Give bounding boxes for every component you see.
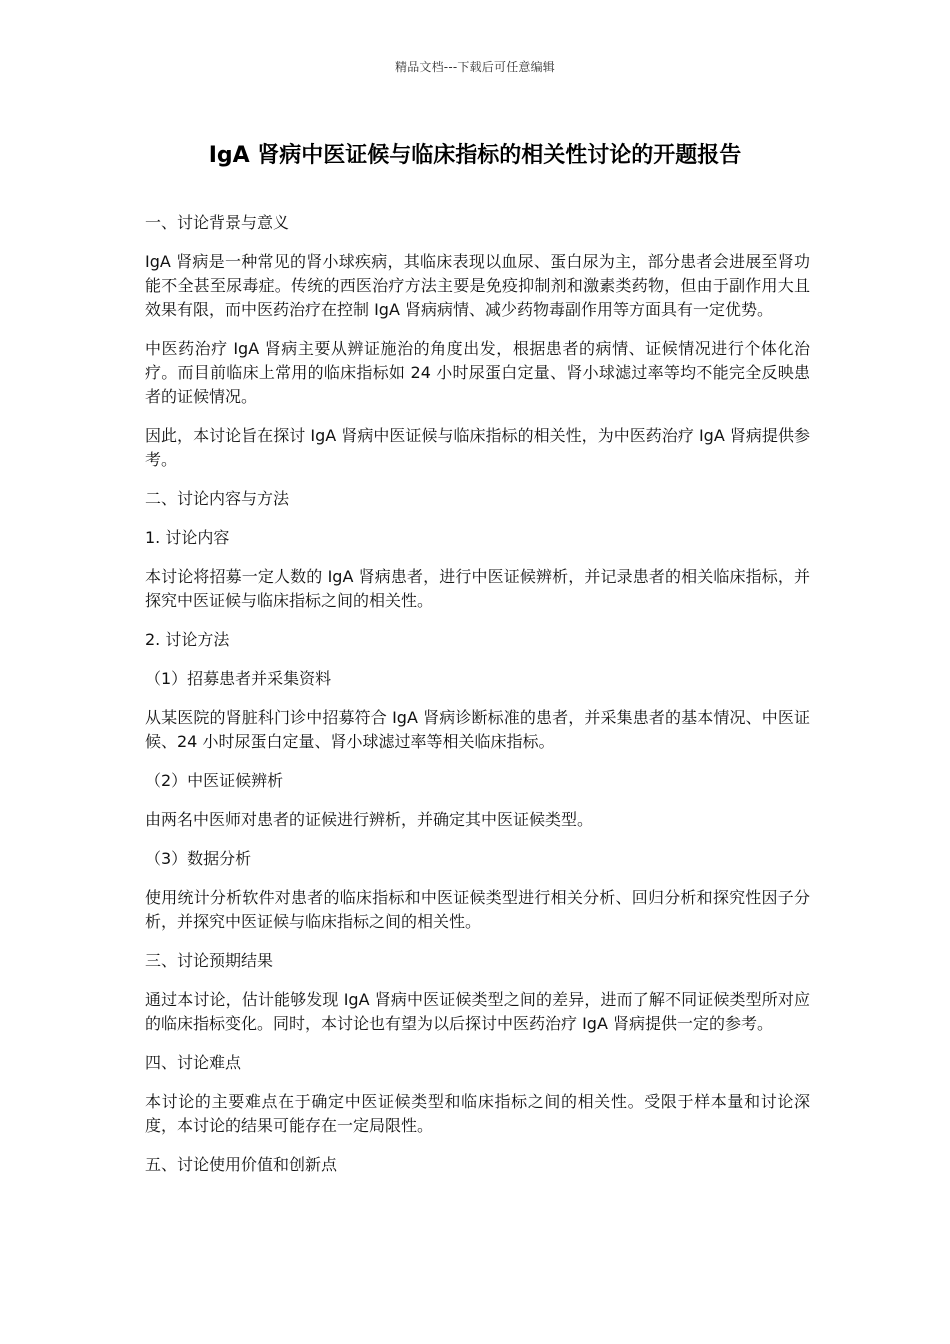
method-step-syndrome-heading: （2）中医证候辨析	[145, 771, 284, 790]
section-heading-content-methods: 二、讨论内容与方法	[145, 489, 290, 508]
section-heading-expected-results: 三、讨论预期结果	[145, 951, 274, 970]
paragraph-content: 本讨论将招募一定人数的 IgA 肾病患者，进行中医证候辨析，并记录患者的相关临床指标，并探究中医证候与临床指标之间的相关性。	[145, 567, 810, 610]
subheading-content: 1. 讨论内容	[145, 528, 230, 547]
paragraph-syndrome: 由两名中医师对患者的证候进行辨析，并确定其中医证候类型。	[145, 810, 594, 829]
section-heading-difficulties: 四、讨论难点	[145, 1053, 242, 1072]
paragraph-background-1: IgA 肾病是一种常见的肾小球疾病，其临床表现以血尿、蛋白尿为主，部分患者会进展至肾功能不全甚至尿毒症。传统的西医治疗方法主要是免疫抑制剂和激素类药物，但由于副作用大且效果有限，而中医药治疗在控制 IgA 肾病病情、减少药物毒副作用等方面具有一定优势。	[145, 252, 810, 319]
section-heading-background: 一、讨论背景与意义	[145, 213, 290, 232]
method-step-analysis-heading: （3）数据分析	[145, 849, 252, 868]
document-title: IgA 肾病中医证候与临床指标的相关性讨论的开题报告	[208, 143, 742, 168]
section-heading-value-innovation: 五、讨论使用价值和创新点	[145, 1155, 338, 1174]
paragraph-analysis: 使用统计分析软件对患者的临床指标和中医证候类型进行相关分析、回归分析和探究性因子分析，并探究中医证候与临床指标之间的相关性。	[145, 888, 810, 931]
paragraph-background-3: 因此，本讨论旨在探讨 IgA 肾病中医证候与临床指标的相关性，为中医药治疗 IgA 肾病提供参考。	[145, 426, 810, 469]
document-body	[145, 211, 810, 1192]
page-header-watermark: 精品文档---下载后可任意编辑	[395, 60, 555, 74]
paragraph-background-2: 中医药治疗 IgA 肾病主要从辨证施治的角度出发，根据患者的病情、证候情况进行个体化治疗。而目前临床上常用的临床指标如 24 小时尿蛋白定量、肾小球滤过率等均不能完全反映患者的证候情况。	[145, 339, 810, 406]
paragraph-difficulties: 本讨论的主要难点在于确定中医证候类型和临床指标之间的相关性。受限于样本量和讨论深度，本讨论的结果可能存在一定局限性。	[145, 1092, 810, 1135]
paragraph-expected-results: 通过本讨论，估计能够发现 IgA 肾病中医证候类型之间的差异，进而了解不同证候类型所对应的临床指标变化。同时，本讨论也有望为以后探讨中医药治疗 IgA 肾病提供一定的参考。	[145, 990, 810, 1033]
subheading-methods: 2. 讨论方法	[145, 630, 230, 649]
paragraph-recruit: 从某医院的肾脏科门诊中招募符合 IgA 肾病诊断标准的患者，并采集患者的基本情况、中医证候、24 小时尿蛋白定量、肾小球滤过率等相关临床指标。	[145, 708, 810, 751]
method-step-recruit-heading: （1）招募患者并采集资料	[145, 669, 332, 688]
